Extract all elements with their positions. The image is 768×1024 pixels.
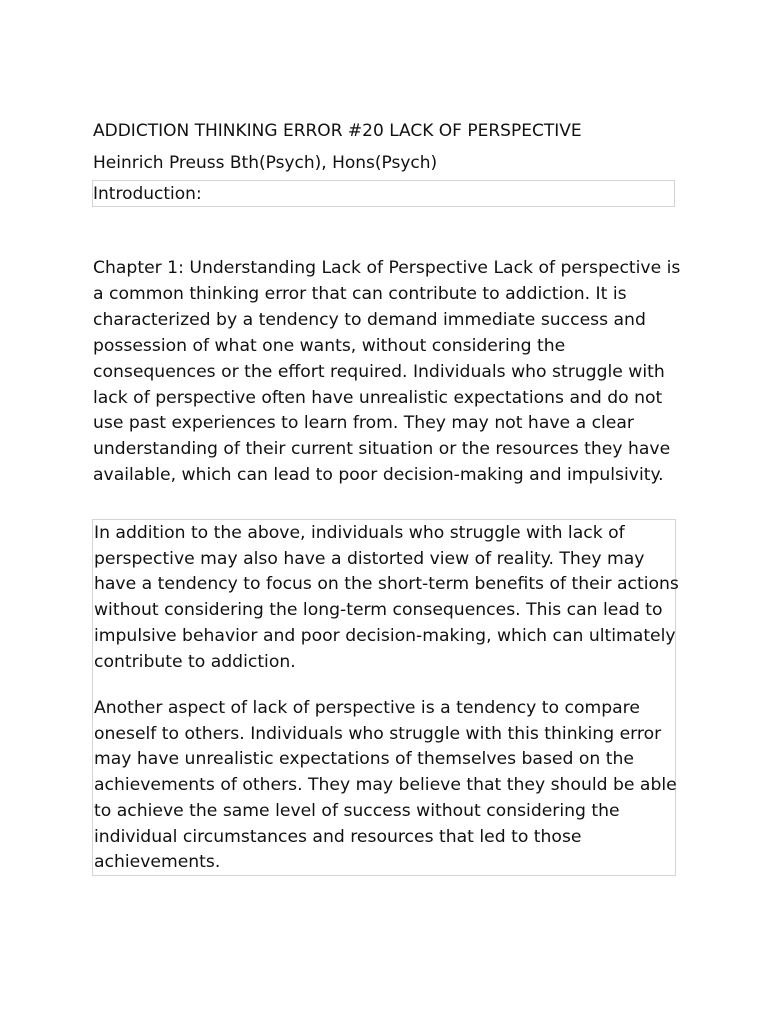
paragraph-distorted-view: In addition to the above, individuals who struggle with lack of perspective may also have a distorted view of reality. They may have a tendency to focus on the short-term benefits of their actions without considering the long-term consequences. This can lead to impulsive behavior and poor decision-making, which can ultimately contribute to addiction. (94, 523, 679, 672)
introduction-box (92, 180, 675, 207)
introduction-heading: Introduction: (93, 184, 202, 204)
document-title: ADDICTION THINKING ERROR #20 LACK OF PERSPECTIVE (93, 121, 582, 141)
document-author: Heinrich Preuss Bth(Psych), Hons(Psych) (93, 153, 438, 173)
chapter-1-paragraph: Chapter 1: Understanding Lack of Perspective Lack of perspective is a common thinking error that can contribute to addiction. It is characterized by a tendency to demand immediate success and possession of what one wants, without considering the consequences or the effort required. Individuals who struggle with lack of perspective often have unrealistic expectations and do not use past experiences to learn from. They may not have a clear understanding of their current situation or the resources they have available, which can lead to poor decision-making and impulsivity. (93, 258, 681, 486)
paragraph-comparison: Another aspect of lack of perspective is a tendency to compare oneself to others. Individuals who struggle with this thinking error may have unrealistic expectations of themselves based on the achievements of others. They may believe that they should be able to achieve the same level of success without considering the individual circumstances and resources that led to those achievements. (94, 698, 677, 873)
body-text-box (92, 519, 679, 876)
